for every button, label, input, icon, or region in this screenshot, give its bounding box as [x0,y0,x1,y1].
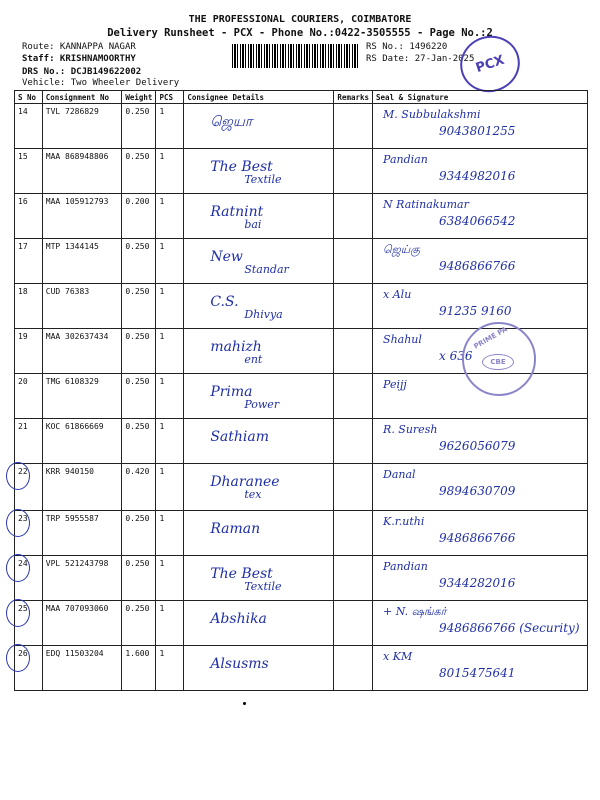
seal-text: PRIME PA [472,325,509,351]
row-weight: 0.250 [125,107,150,116]
signature-phone: 9344982016 [439,169,516,183]
consignee-name: Prima [210,384,253,400]
row-pcs: 1 [159,604,165,613]
row-weight: 0.250 [125,422,150,431]
table-row [15,646,588,691]
signature: N Ratinakumar [383,198,469,211]
row-weight: 0.200 [125,197,150,206]
barcode [232,44,358,68]
row-pcs: 1 [159,559,165,568]
row-pcs: 1 [159,332,165,341]
signature: Pandian [383,560,428,573]
col-pcs: PCS [156,91,184,104]
company-title: THE PROFESSIONAL COURIERS, COIMBATORE [188,14,412,25]
pen-circle-mark [6,509,30,537]
row-weight: 0.250 [125,377,150,386]
consignee-name: Ratnint [210,204,264,220]
consignee-name: Dharanee [210,474,280,490]
pen-circle-mark [6,554,30,582]
table-row [15,149,588,194]
row-weight: 0.250 [125,559,150,568]
rs-no-label: RS No.: 1496220 [366,42,448,52]
row-remarks [334,646,373,691]
consignee-name: C.S. [210,294,239,310]
row-pcs: 1 [159,514,165,523]
table-row [15,464,588,511]
col-weight: Weight [122,91,156,104]
consignee-name-line2: Textile [244,580,282,593]
row-sno: 19 [18,332,28,341]
row-sno: 16 [18,197,28,206]
row-weight: 0.250 [125,242,150,251]
row-remarks [334,194,373,239]
signature-phone: 9486866766 [439,259,516,273]
consignee-name: Raman [210,521,261,537]
signature: Danal [383,468,416,481]
ink-dot [243,702,246,705]
consignee-name-line2: ent [244,353,263,366]
signature-phone: 6384066542 [439,214,516,228]
row-consignment: TVL 7286829 [45,107,99,116]
signature: R. Suresh [383,423,438,436]
consignee-name: The Best [210,159,273,175]
pen-circle-mark [6,644,30,672]
row-pcs: 1 [159,242,165,251]
signature-phone: 8015475641 [439,666,516,680]
col-consignee: Consignee Details [184,91,334,104]
consignee-name-line2: Dhivya [244,308,283,321]
staff-label: Staff: KRISHNAMOORTHY [22,54,136,64]
row-consignment: MAA 105912793 [45,197,109,206]
row-weight: 0.250 [125,604,150,613]
signature: Peijj [383,378,407,391]
vehicle-label: Vehicle: Two Wheeler Delivery [22,78,180,88]
consignee-name: ஜெயா [210,114,253,130]
signature-phone: 9486866766 [439,531,516,545]
col-consignment: Consignment No [42,91,122,104]
table-row [15,601,588,646]
row-consignment: MAA 707093060 [45,604,109,613]
seal-city: CBE [482,354,514,370]
signature: x Alu [383,288,412,301]
row-remarks [334,419,373,464]
row-weight: 0.420 [125,467,150,476]
signature-phone: 9894630709 [439,484,516,498]
row-consignment: CUD 76383 [45,287,90,296]
signature-phone: 9486866766 (Security) [439,621,580,635]
drs-label: DRS No.: DCJB149622002 [22,67,142,77]
row-pcs: 1 [159,107,165,116]
row-consignment: TRP 5955587 [45,514,99,523]
row-sno: 17 [18,242,28,251]
consignee-name: Abshika [210,611,267,627]
consignee-name-line2: Textile [244,173,282,186]
row-sno: 18 [18,287,28,296]
table-row [15,556,588,601]
row-consignment: VPL 521243798 [45,559,109,568]
signature-phone: 91235 9160 [439,304,512,318]
signature: Pandian [383,153,428,166]
row-remarks [334,511,373,556]
row-pcs: 1 [159,287,165,296]
row-sno: 15 [18,152,28,161]
signature: ஜெய்கு [383,243,420,256]
consignee-name: Alsusms [210,656,269,672]
row-sno: 23 [18,514,28,523]
signature: + N. ஷங்கர் [383,605,447,618]
col-sno: S No [15,91,43,104]
pen-circle-mark [6,599,30,627]
signature-phone: 9043801255 [439,124,516,138]
row-pcs: 1 [159,152,165,161]
col-remarks: Remarks [334,91,373,104]
row-pcs: 1 [159,197,165,206]
row-remarks [334,464,373,511]
pcx-stamp: PCX [453,28,527,100]
signature: K.r.uthi [383,515,425,528]
consignee-name-line2: Power [244,398,280,411]
consignee-name: The Best [210,566,273,582]
row-sno: 24 [18,559,28,568]
table-row [15,194,588,239]
company-seal [462,322,536,396]
row-consignment: KOC 61866669 [45,422,104,431]
row-weight: 1.600 [125,649,150,658]
runsheet-subtitle: Delivery Runsheet - PCX - Phone No.:0422-3505555 - Page No.:2 [107,27,493,39]
signature-phone: x 636 [439,349,473,363]
row-remarks [334,601,373,646]
consignee-name: Sathiam [210,429,269,445]
row-sno: 26 [18,649,28,658]
row-weight: 0.250 [125,514,150,523]
row-pcs: 1 [159,649,165,658]
row-weight: 0.250 [125,287,150,296]
row-weight: 0.250 [125,332,150,341]
row-pcs: 1 [159,467,165,476]
row-remarks [334,149,373,194]
row-remarks [334,374,373,419]
consignee-name-line2: Standar [244,263,289,276]
signature-phone: 9344282016 [439,576,516,590]
row-sno: 14 [18,107,28,116]
signature-phone: 9626056079 [439,439,516,453]
row-consignment: MAA 302637434 [45,332,109,341]
row-sno: 21 [18,422,28,431]
row-weight: 0.250 [125,152,150,161]
row-remarks [334,329,373,374]
route-label: Route: KANNAPPA NAGAR [22,42,136,52]
row-remarks [334,556,373,601]
row-consignment: MAA 868948806 [45,152,109,161]
row-remarks [334,284,373,329]
row-sno: 20 [18,377,28,386]
signature: M. Subbulakshmi [383,108,481,121]
consignee-name-line2: bai [244,218,262,231]
row-consignment: MTP 1344145 [45,242,99,251]
table-row [15,419,588,464]
row-pcs: 1 [159,422,165,431]
table-row [15,511,588,556]
rs-date-label: RS Date: 27-Jan-2025 [366,54,475,64]
row-remarks [334,104,373,149]
row-sno: 25 [18,604,28,613]
row-sno: 22 [18,467,28,476]
signature: x KM [383,650,413,663]
consignee-name: mahizh [210,339,262,355]
signature: Shahul [383,333,422,346]
row-pcs: 1 [159,377,165,386]
pen-circle-mark [6,462,30,490]
table-header-row [15,91,588,104]
row-consignment: TMG 6108329 [45,377,99,386]
row-consignment: EDQ 11503204 [45,649,104,658]
table-row [15,104,588,149]
consignee-name-line2: tex [244,488,262,501]
row-remarks [334,239,373,284]
consignee-name: New [210,249,243,265]
col-signature: Seal & Signature [373,91,588,104]
row-consignment: KRR 940150 [45,467,94,476]
table-row [15,239,588,284]
